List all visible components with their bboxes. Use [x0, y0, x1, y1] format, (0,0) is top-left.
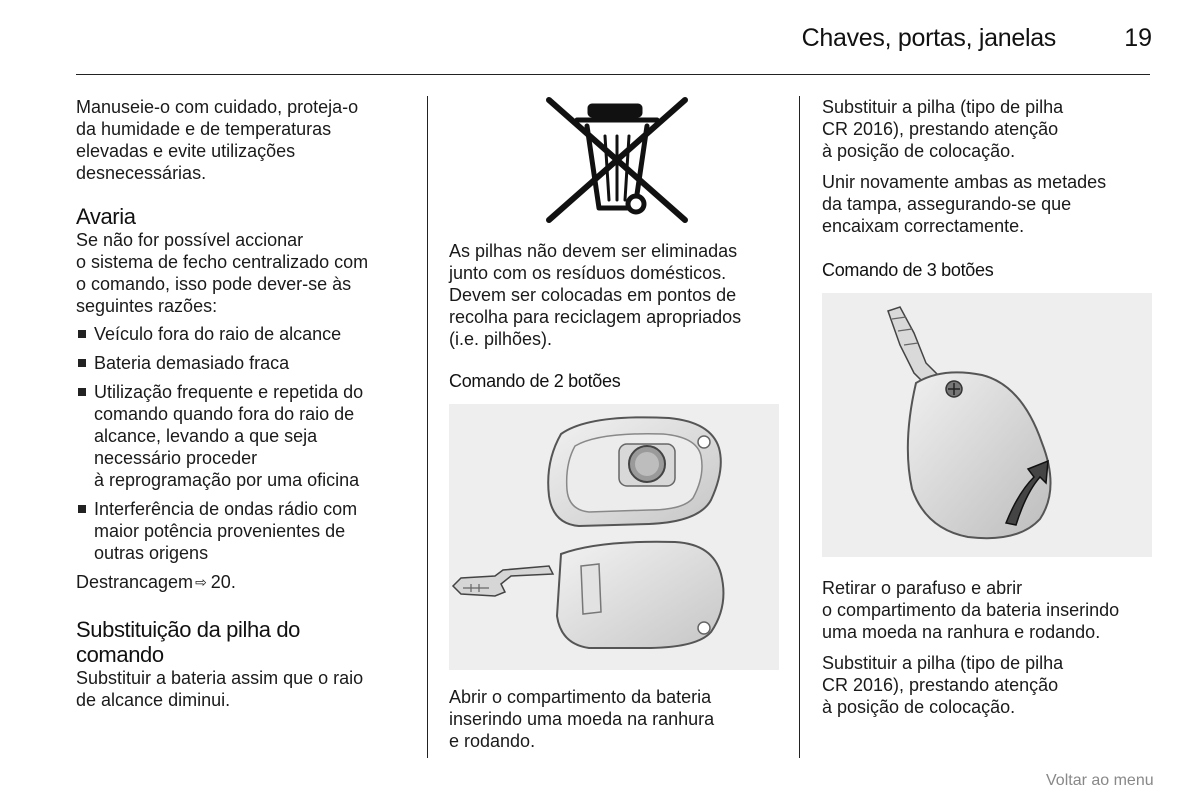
list-item-text: Interferência de ondas rádio com maior potência provenientes de outras origens — [94, 499, 358, 563]
list-item-text: Bateria demasiado fraca — [94, 353, 290, 373]
cross-reference-text: Destrancagem — [76, 572, 194, 592]
back-to-menu-link[interactable]: Voltar ao menu — [1046, 772, 1154, 789]
page-title: Chaves, portas, janelas — [801, 24, 1056, 52]
rejoin-cover-paragraph: Unir novamente ambas as metades da tampa, assegurando-se que encaixam correctamente. — [822, 172, 1107, 236]
two-button-remote-illustration — [449, 404, 779, 670]
list-item — [76, 498, 416, 564]
open-compartment-paragraph: Abrir o compartimento da bateria inserindo uma moeda na ranhura e rodando. — [449, 687, 715, 751]
bullet-icon — [78, 330, 86, 338]
avaria-heading: Avaria — [76, 204, 136, 229]
list-item — [76, 352, 416, 374]
bullet-icon — [78, 505, 86, 513]
three-button-remote-figure — [822, 293, 1152, 557]
battery-replacement-heading: Substituição da pilha do comando — [76, 617, 301, 667]
list-item-text: Veículo fora do raio de alcance — [94, 324, 342, 344]
replace-battery-paragraph-2: Substituir a pilha (tipo de pilha CR 2016), prestando atenção à posição de colocação. — [822, 653, 1064, 717]
replace-battery-paragraph: Substituir a pilha (tipo de pilha CR 2016), prestando atenção à posição de colocação. — [822, 97, 1064, 161]
remove-screw-paragraph: Retirar o parafuso e abrir o compartimento da bateria inserindo uma moeda na ranhura e rodando. — [822, 578, 1120, 642]
three-button-heading: Comando de 3 botões — [822, 260, 994, 280]
three-button-remote-illustration — [822, 293, 1152, 557]
arrow-right-icon: ⇨ — [195, 574, 207, 590]
column-left — [76, 96, 416, 711]
list-item-text: Utilização frequente e repetida do comando quando fora do raio de alcance, levando a que seja necessário proceder à reprogramação por uma oficina — [94, 382, 364, 490]
causes-list — [76, 323, 416, 564]
disposal-paragraph: As pilhas não devem ser eliminadas junto com os resíduos domésticos. Devem ser colocadas em pontos de recolha para reciclagem apropriados (i.e. pilhões). — [449, 241, 742, 349]
cross-reference[interactable] — [76, 571, 416, 593]
column-right — [822, 96, 1152, 718]
page-number: 19 — [1124, 24, 1152, 52]
bullet-icon — [78, 388, 86, 396]
intro-paragraph: Manuseie-o com cuidado, proteja-o da humidade e de temperaturas elevadas e evite utilizações desnecessárias. — [76, 97, 359, 183]
two-button-heading: Comando de 2 botões — [449, 371, 621, 391]
header-divider — [76, 74, 1150, 75]
crossed-out-bin-figure — [449, 96, 787, 230]
list-item — [76, 381, 416, 491]
battery-replacement-paragraph: Substituir a bateria assim que o raio de alcance diminui. — [76, 668, 364, 710]
column-divider-1 — [427, 96, 428, 758]
list-item — [76, 323, 416, 345]
column-middle — [449, 96, 787, 752]
column-divider-2 — [799, 96, 800, 758]
crossed-out-bin-icon — [449, 96, 787, 230]
bullet-icon — [78, 359, 86, 367]
cross-reference-page: 20. — [210, 572, 236, 592]
avaria-paragraph: Se não for possível accionar o sistema de fecho centralizado com o comando, isso pode dever-se às seguintes razões: — [76, 230, 369, 316]
two-button-remote-figure — [449, 404, 779, 670]
